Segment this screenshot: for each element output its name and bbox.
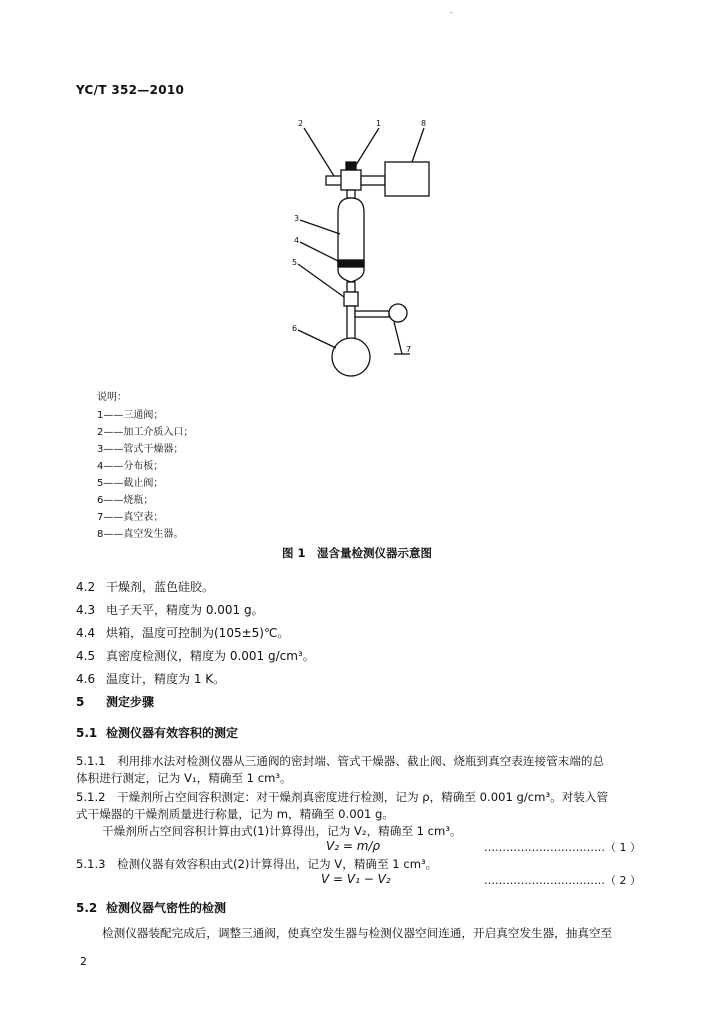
legend-item: 7——真空表； — [97, 512, 164, 523]
legend-item: 8——真空发生器。 — [97, 529, 184, 540]
stop-valve — [344, 292, 358, 306]
section-5-heading: 5 测定步骤 — [76, 695, 155, 709]
clause-5-1-2-line1: 5.1.2 干燥剂所占空间容积测定：对干燥剂真密度进行检测，记为 ρ，精确至 0.001 g/cm³。对装入管 — [76, 790, 609, 804]
legend-title: 说明： — [97, 392, 127, 403]
legend-item: 3——管式干燥器； — [97, 444, 184, 455]
clause-4-5: 4.5 真密度检测仪，精度为 0.001 g/cm³。 — [76, 649, 315, 663]
valve-knob — [346, 162, 356, 170]
legend-item: 4——分布板； — [97, 461, 164, 472]
legend-item: 2——加工介质入口； — [97, 427, 194, 438]
callout-6: 6 — [292, 324, 298, 333]
inlet-pipe — [326, 176, 342, 185]
callout-7: 7 — [406, 345, 412, 354]
three-way-valve — [341, 170, 361, 190]
flask — [332, 338, 370, 376]
tube-dryer — [338, 198, 364, 282]
callout-5: 5 — [292, 258, 298, 267]
corner-mark: - — [450, 8, 453, 17]
callout-2: 2 — [298, 119, 304, 128]
legend-item: 6——烧瓶； — [97, 495, 154, 506]
legend-item: 5——截止阀； — [97, 478, 164, 489]
clause-5-1-2-line3: 干燥剂所占空间容积计算由式(1)计算得出，记为 V₂，精确至 1 cm³。 — [102, 824, 462, 838]
legend-item: 1——三通阀； — [97, 410, 164, 421]
page-number: 2 — [80, 955, 87, 968]
vacuum-generator — [385, 162, 429, 196]
figure-caption: 图 1 湿含量检测仪器示意图 — [281, 546, 432, 560]
section-5-2-heading: 5.2 检测仪器气密性的检测 — [76, 901, 227, 915]
distributor-plate — [338, 260, 364, 267]
callout-8: 8 — [421, 119, 427, 128]
generator-connector — [361, 176, 385, 185]
section-5-1-heading: 5.1 检测仪器有效容积的测定 — [76, 726, 239, 740]
callout-4: 4 — [294, 236, 300, 245]
formula-1-number: ……………………………（ 1 ） — [484, 841, 641, 854]
clause-5-1-3: 5.1.3 检测仪器有效容积由式(2)计算得出，记为 V，精确至 1 cm³。 — [76, 857, 438, 871]
apparatus-diagram — [276, 112, 446, 397]
formula-2-number: ……………………………（ 2 ） — [484, 874, 641, 887]
formula-2: V = V₁ − V₂ — [321, 872, 391, 886]
clause-4-4: 4.4 烘箱，温度可控制为(105±5)℃。 — [76, 626, 290, 640]
clause-5-1-2-line2: 式干燥器的干燥剂质量进行称量，记为 m，精确至 0.001 g。 — [76, 807, 394, 821]
clause-5-1-1-line1: 5.1.1 利用排水法对检测仪器从三通阀的密封端、管式干燥器、截止阀、烧瓶到真空表连接管末端的总 — [76, 754, 605, 768]
standard-code: YC/T 352—2010 — [76, 83, 185, 97]
clause-5-2-line1: 检测仪器装配完成后，调整三通阀，使真空发生器与检测仪器空间连通，开启真空发生器，抽真空至 — [102, 926, 613, 940]
clause-4-3: 4.3 电子天平，精度为 0.001 g。 — [76, 603, 264, 617]
clause-4-2: 4.2 干燥剂，蓝色硅胶。 — [76, 580, 215, 594]
clause-5-1-1-line2: 体积进行测定，记为 V₁，精确至 1 cm³。 — [76, 771, 292, 785]
clause-4-6: 4.6 温度计，精度为 1 K。 — [76, 672, 226, 686]
formula-1: V₂ = m/ρ — [326, 839, 381, 853]
callout-1: 1 — [376, 119, 382, 128]
vacuum-gauge — [389, 304, 407, 322]
callout-3: 3 — [294, 214, 300, 223]
